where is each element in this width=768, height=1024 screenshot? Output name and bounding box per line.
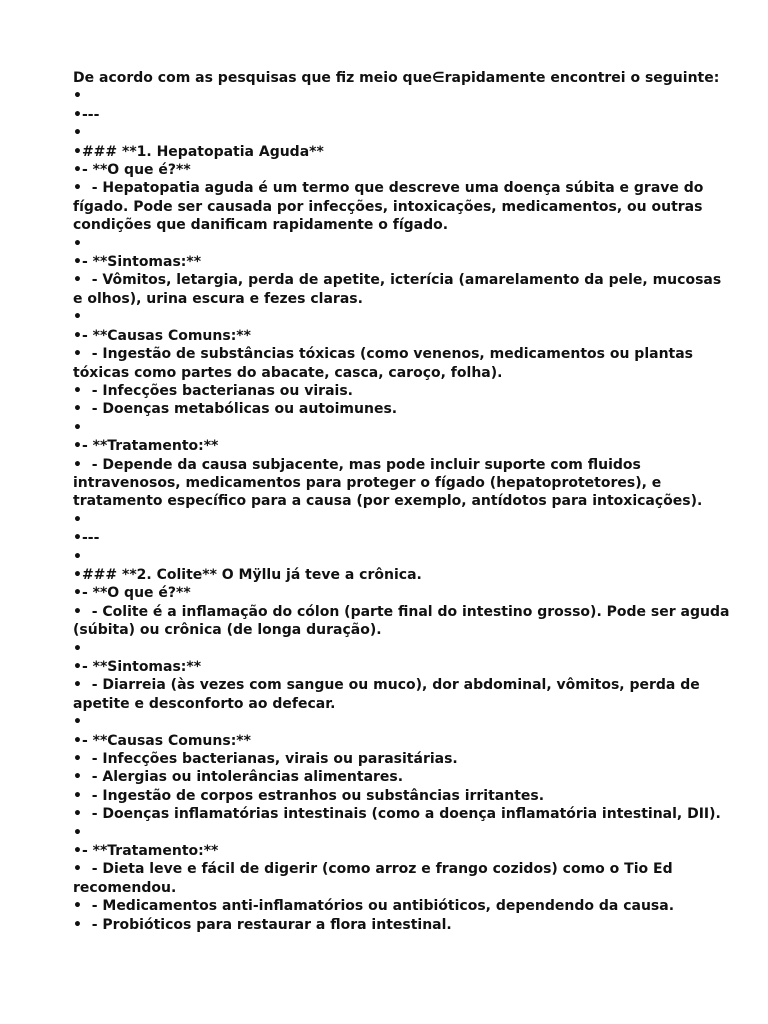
- section-heading-1: •### **1. Hepatopatia Aguda**: [73, 143, 324, 160]
- separator-line: •---: [73, 106, 100, 123]
- paragraph-line: • - Infecções bacterianas ou virais.: [73, 382, 353, 399]
- bullet-line: •: [73, 309, 82, 326]
- paragraph-line: • - Colite é a inflamação do cólon (parte final do intestino grosso). Pode ser aguda (súbita) ou crônica (de longa duração).: [73, 603, 735, 639]
- separator-line: •---: [73, 530, 100, 547]
- paragraph-line: • - Depende da causa subjacente, mas pode incluir suporte com fluidos intravenosos, medicamentos para proteger o fígado (hepatoprotetores), e tratamento específico para a causa (por exemplo, antídotos para intoxicações).: [73, 456, 703, 510]
- bullet-line: •: [73, 235, 82, 252]
- subheading-line: •- **Sintomas:**: [73, 254, 202, 271]
- subheading-line: •- **Causas Comuns:**: [73, 732, 251, 749]
- bullet-line: •: [73, 640, 82, 657]
- subheading-line: •- **O que é?**: [73, 162, 191, 179]
- paragraph-line: • - Alergias ou intolerâncias alimentares.: [73, 769, 404, 786]
- paragraph-line: • - Vômitos, letargia, perda de apetite, icterícia (amarelamento da pele, mucosas e olhos), urina escura e fezes claras.: [73, 272, 727, 307]
- section-heading-2: •### **2. Colite** O Mÿllu já teve a crônica.: [73, 566, 422, 583]
- paragraph-line: • - Doenças metabólicas ou autoimunes.: [73, 401, 398, 418]
- paragraph-line: • - Infecções bacterianas, virais ou parasitárias.: [73, 751, 458, 768]
- bullet-line: •: [73, 714, 82, 731]
- paragraph-line: • - Ingestão de corpos estranhos ou substâncias irritantes.: [73, 787, 545, 804]
- paragraph-line: • - Medicamentos anti-inflamatórios ou antibióticos, dependendo da causa.: [73, 898, 675, 915]
- subheading-line: •- **O que é?**: [73, 585, 191, 602]
- paragraph-line: • - Probióticos para restaurar a flora intestinal.: [73, 916, 452, 933]
- bullet-line: •: [73, 88, 82, 105]
- subheading-line: •- **Tratamento:**: [73, 843, 219, 860]
- paragraph-line: • - Dieta leve e fácil de digerir (como arroz e frango cozidos) como o Tio Ed recomendou.: [73, 861, 678, 896]
- bullet-line: •: [73, 511, 82, 528]
- document-body: [73, 69, 733, 934]
- paragraph-line: • - Hepatopatia aguda é um termo que descreve uma doença súbita e grave do fígado. Pode ser causada por infecções, intoxicações, medicamentos, ou outras condições que danificam rapidamente o fígado.: [73, 180, 709, 234]
- bullet-line: •: [73, 548, 82, 565]
- subheading-line: •- **Causas Comuns:**: [73, 327, 251, 344]
- paragraph-line: • - Diarreia (às vezes com sangue ou muco), dor abdominal, vômitos, perda de apetite e desconforto ao defecar.: [73, 677, 705, 712]
- subheading-line: •- **Sintomas:**: [73, 659, 202, 675]
- bullet-line: •: [73, 125, 82, 142]
- intro-line: De acordo com as pesquisas que fiz meio que∈rapidamente encontrei o seguinte:: [73, 70, 720, 86]
- paragraph-line: • - Ingestão de substâncias tóxicas (como venenos, medicamentos ou plantas tóxicas como partes do abacate, casca, caroço, folha).: [73, 346, 698, 381]
- bullet-line: •: [73, 419, 82, 436]
- paragraph-line: • - Doenças inflamatórias intestinais (como a doença inflamatória intestinal, DII).: [73, 806, 721, 823]
- bullet-line: •: [73, 824, 82, 841]
- subheading-line: •- **Tratamento:**: [73, 438, 219, 455]
